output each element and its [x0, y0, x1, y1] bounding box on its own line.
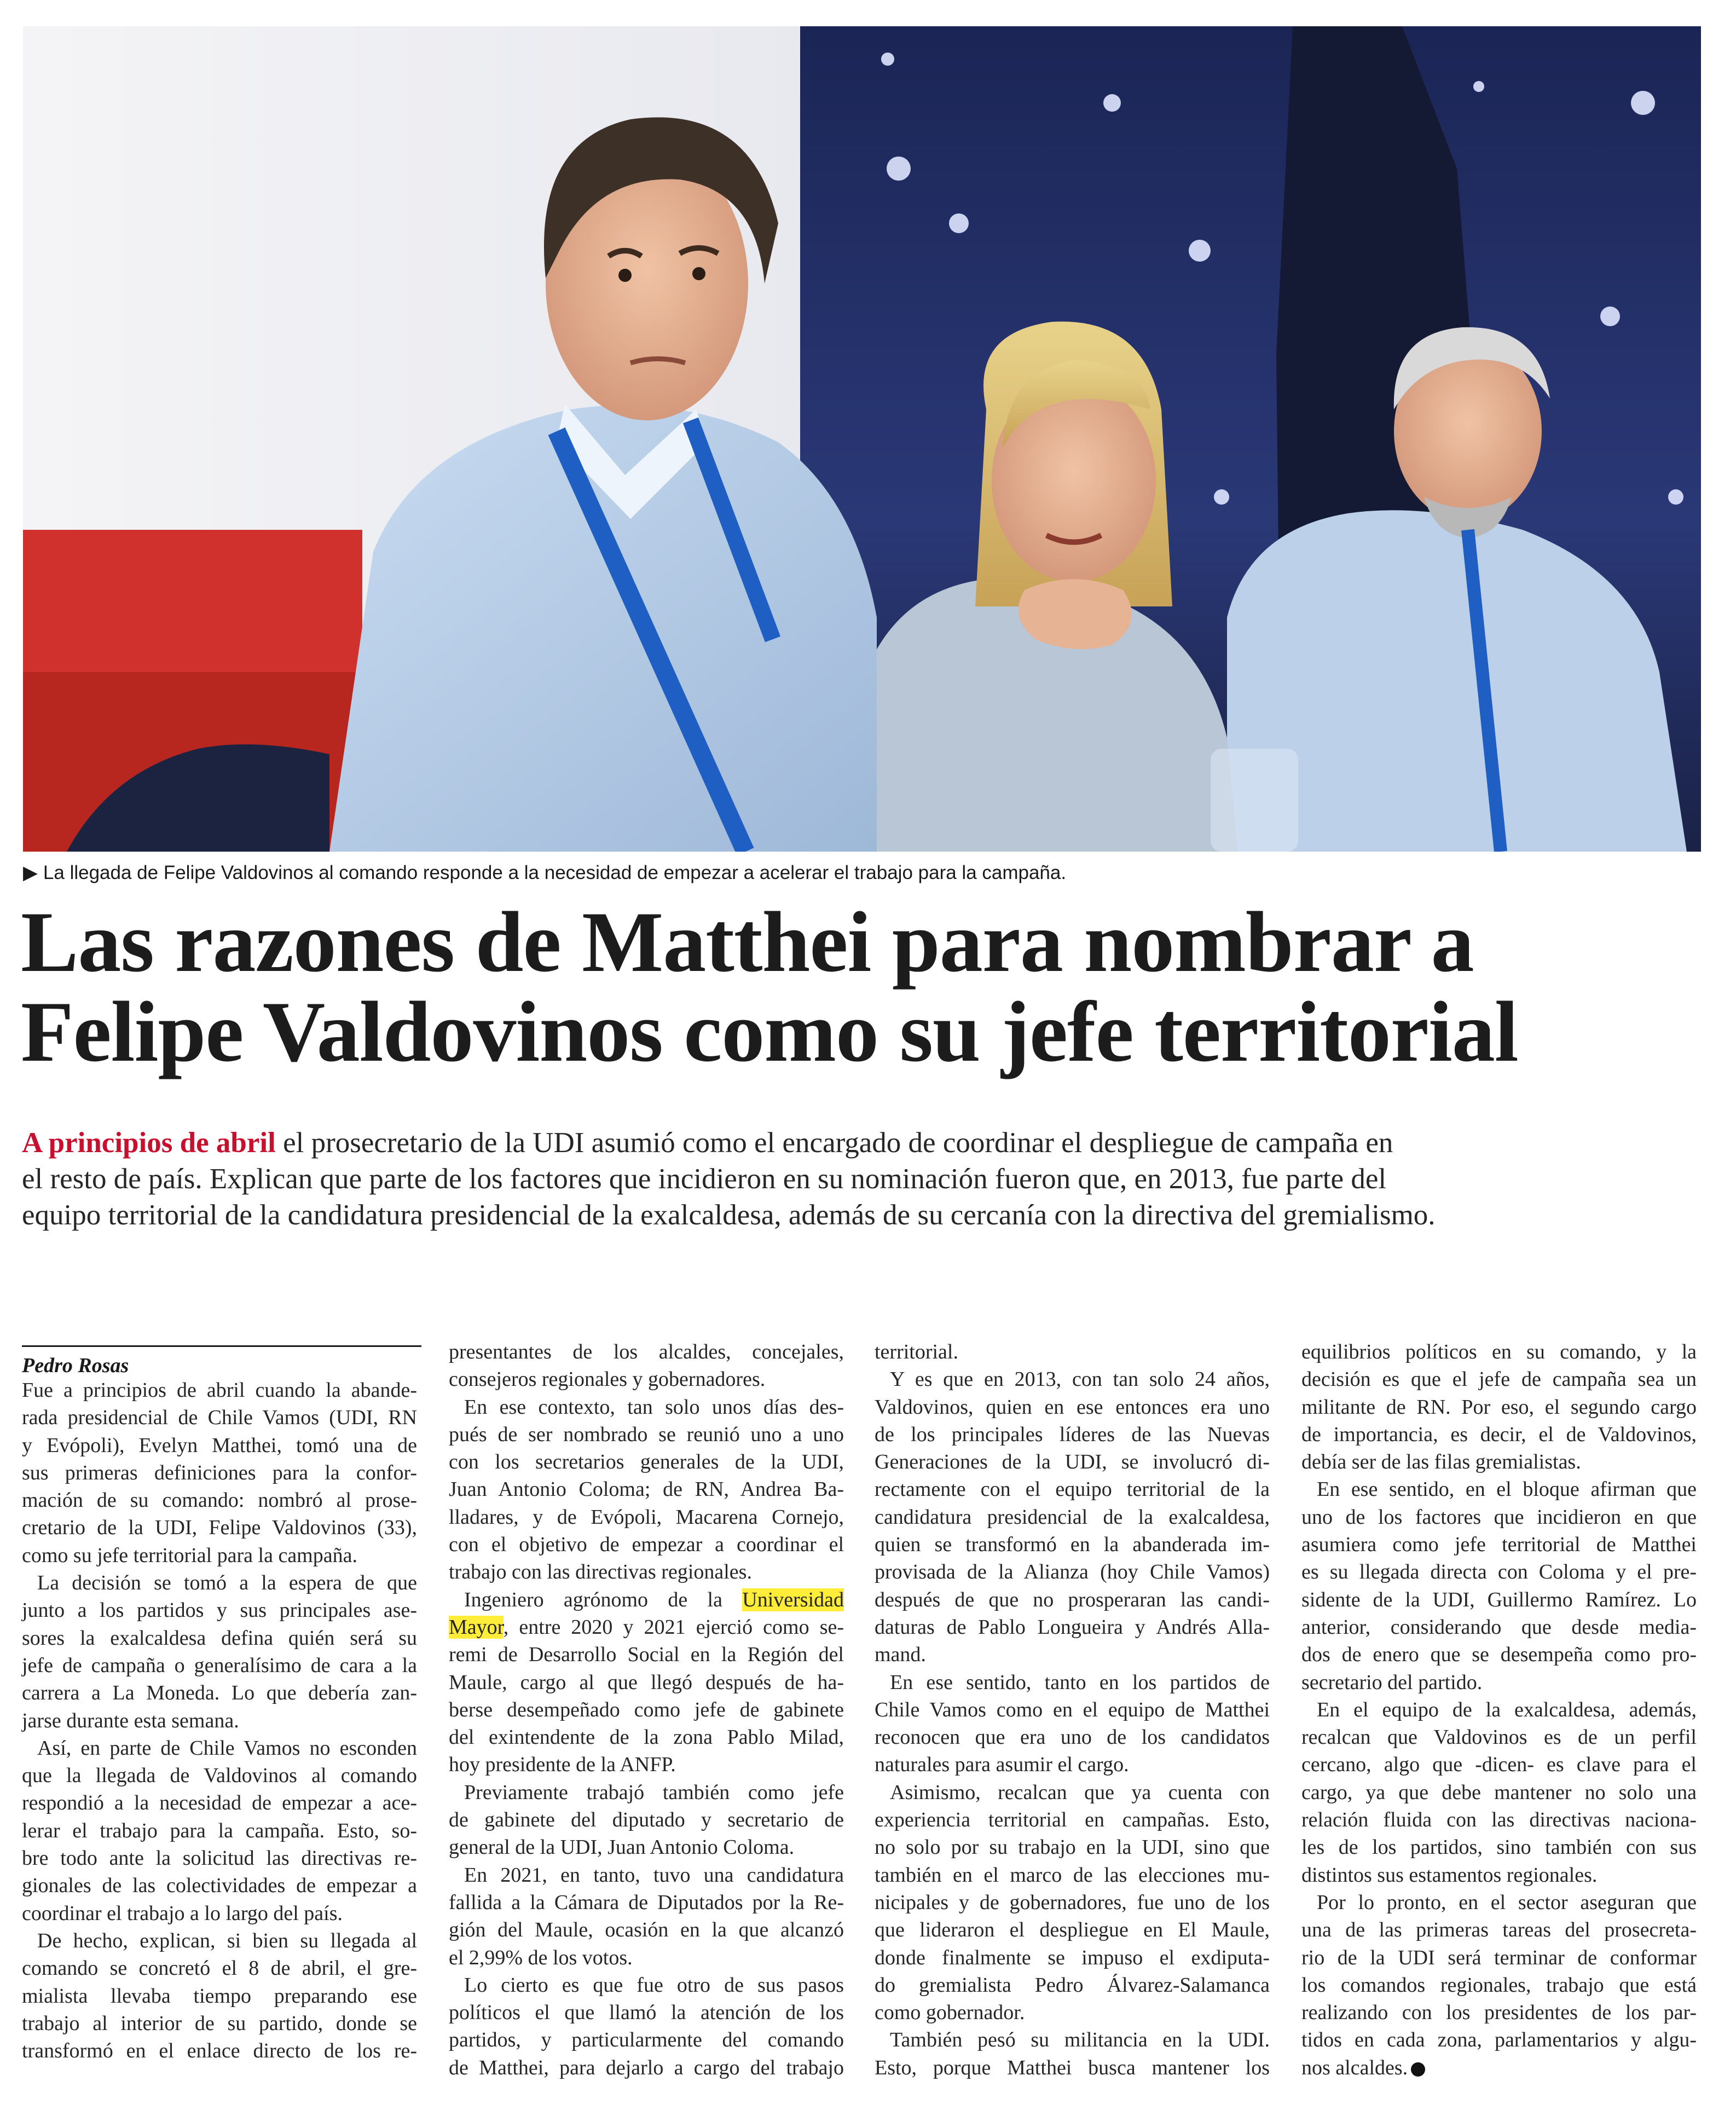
lead-line-1	[22, 1125, 1697, 1161]
col1-line: Fue a principios de abril cuando la abande-	[22, 1379, 417, 1402]
col3-line: después de que no prosperaran las candi-	[875, 1588, 1270, 1611]
col1-line: cretario de la UDI, Felipe Valdovinos (33),	[22, 1516, 417, 1540]
col4-line: los comandos regionales, trabajo que está	[1301, 1973, 1697, 1997]
col3-line: Asimismo, recalcan que ya cuenta con	[890, 1780, 1270, 1804]
col1-line: transformó en el enlace directo de los re-	[22, 2039, 417, 2063]
col3-line: reconocen que era uno de los candidatos	[875, 1726, 1270, 1749]
col2-line: general de la UDI, Juan Antonio Coloma.	[449, 1836, 795, 1859]
col2-line: con los secretarios generales de la UDI,	[449, 1450, 844, 1474]
col3-line: Generaciones de la UDI, se involucró di-	[875, 1450, 1270, 1474]
col3-line: no solo por su trabajo en la UDI, sino que	[875, 1836, 1270, 1859]
col3-line: que lideraron el despliegue en El Maule,	[875, 1918, 1270, 1942]
col1-line: rada presidencial de Chile Vamos (UDI, RN	[22, 1406, 417, 1430]
col1-line: y Evópoli), Evelyn Matthei, tomó una de	[22, 1433, 417, 1457]
col3-line: Y es que en 2013, con tan solo 24 años,	[890, 1368, 1270, 1391]
headline-line-1: Las razones de Matthei para nombrar a	[21, 894, 1474, 990]
col3-line: naturales para asumir el cargo.	[875, 1753, 1129, 1777]
col2-line: Previamente trabajó también como jefe	[464, 1780, 844, 1804]
col2-line-text: , entre 2020 y 2021 ejerció como se-	[503, 1615, 844, 1639]
caption-arrow-icon: ▶	[23, 862, 38, 883]
col2-line: gión del Maule, ocasión en la que alcanzó	[449, 1918, 844, 1942]
headline	[21, 894, 1712, 1080]
col4-line: secretario del partido.	[1301, 1670, 1483, 1694]
col2-line: de Matthei, para dejarlo a cargo del trabajo	[449, 2056, 844, 2079]
col4-line: sidente de la UDI, Guillermo Ramírez. Lo	[1301, 1588, 1697, 1611]
col4-line: uno de los factores que incidieron en que	[1301, 1505, 1697, 1529]
col3-line: quien se transformó en la abanderada im-	[875, 1533, 1270, 1557]
col4-line: una de las primeras tareas del prosecreta-	[1301, 1918, 1697, 1942]
col1-line: respondió a la necesidad de empezar a ace-	[22, 1791, 417, 1815]
col4-line: Por lo pronto, en el sector aseguran que	[1317, 1890, 1697, 1914]
end-of-article-icon	[1411, 2062, 1425, 2077]
col2-line: En 2021, en tanto, tuvo una candidatura	[464, 1863, 844, 1887]
col3-line: Valdovinos, quien en ese entonces era uno	[875, 1395, 1270, 1419]
col4-line: equilibrios políticos en su comando, y la	[1301, 1340, 1697, 1363]
col4-line: cercano, algo que -dicen- es clave para el	[1301, 1753, 1697, 1777]
col1-line: junto a los partidos y sus principales ase-	[22, 1599, 417, 1622]
col4-line: En el equipo de la exalcaldesa, además,	[1317, 1698, 1697, 1721]
col2-line	[449, 1586, 844, 1614]
col4-line: asumiera como jefe territorial de Matthei	[1301, 1533, 1697, 1557]
col4-line: relación fluida con las directivas naciona-	[1301, 1808, 1697, 1832]
col3-line: de los principales líderes de las Nuevas	[875, 1422, 1270, 1446]
col3-line: También pesó su militancia en la UDI.	[890, 2028, 1270, 2052]
col3-line: mand.	[875, 1643, 926, 1667]
col4-line: realizando con los presidentes de los par-	[1301, 2001, 1697, 2025]
col4-line: de importancia, es decir, el de Valdovinos,	[1301, 1422, 1697, 1446]
col1-line: mialista llevaba tiempo preparando ese	[22, 1984, 417, 2008]
col4-line: debía ser de las filas gremialistas.	[1301, 1450, 1581, 1474]
col1-line: De hecho, explican, si bien su llegada al	[37, 1929, 417, 1952]
lead-kicker: A principios de abril	[22, 1127, 276, 1159]
headline-line-2: Felipe Valdovinos como su jefe territorial	[21, 984, 1518, 1080]
col2-line: presentantes de los alcaldes, concejales,	[449, 1340, 844, 1363]
col2-line: partidos, y particularmente del comando	[449, 2028, 844, 2052]
col3-line: Esto, porque Matthei busca mantener los	[875, 2056, 1270, 2079]
col4-line: En ese sentido, en el bloque afirman que	[1317, 1478, 1697, 1501]
caption-text: La llegada de Felipe Valdovinos al comando responde a la necesidad de empezar a acelerar el trabajo para la campaña.	[43, 862, 1067, 883]
col2-line: consejeros regionales y gobernadores.	[449, 1368, 766, 1391]
col2-line: remi de Desarrollo Social en la Región del	[449, 1643, 844, 1667]
col2-line: de gabinete del diputado y secretario de	[449, 1808, 844, 1832]
col1-line: bre todo ante la solicitud las directivas re-	[22, 1847, 417, 1870]
col2-line: fallida a la Cámara de Diputados por la Re-	[449, 1890, 844, 1914]
highlighted-university: Universidad	[742, 1588, 844, 1611]
col4-line: anterior, considerando que desde media-	[1301, 1615, 1697, 1639]
col1-line: que la llegada de Valdovinos al comando	[22, 1764, 417, 1788]
col3-line: Chile Vamos como en el equipo de Matthei	[875, 1698, 1270, 1721]
col4-line: es su llegada directa con Coloma y el pre-	[1301, 1560, 1697, 1584]
col2-line: lladares, y de Evópoli, Macarena Cornejo,	[449, 1505, 844, 1529]
col2-line: berse desempeñado como jefe de gabinete	[449, 1698, 844, 1721]
col1-line: como su jefe territorial para la campaña.	[22, 1543, 357, 1567]
col1-line: Así, en parte de Chile Vamos no esconden	[37, 1736, 417, 1760]
col3-line: daturas de Pablo Longueira y Andrés Alla-	[875, 1615, 1270, 1639]
col1-line: sus primeras definiciones para la confor-	[22, 1461, 417, 1484]
col4-line: decisión es que el jefe de campaña sea un	[1301, 1368, 1697, 1391]
byline: Pedro Rosas	[22, 1345, 421, 1378]
col2-line	[449, 1614, 844, 1641]
col3-line: como gobernador.	[875, 2001, 1025, 2025]
col1-line: trabajo al interior de su partido, donde se	[22, 2011, 417, 2035]
col1-line: sores la exalcaldesa defina quién será su	[22, 1626, 417, 1650]
col1-line: jefe de campaña o generalísimo de cara a la	[22, 1653, 417, 1677]
col2-line: políticos el que llamó la atención de los	[449, 2001, 844, 2025]
col1-line: jarse durante esta semana.	[22, 1709, 239, 1732]
col1-line: mación de su comando: nombró al prose-	[22, 1489, 417, 1512]
col3-line: do gremialista Pedro Álvarez-Salamanca	[875, 1973, 1270, 1997]
col2-line: Lo cierto es que fue otro de sus pasos	[464, 1973, 844, 1997]
col2-line: En ese contexto, tan solo unos días des-	[464, 1395, 844, 1419]
col2-line: del exintendente de la zona Pablo Milad,	[449, 1726, 844, 1749]
col1-line: lerar el trabajo para la campaña. Esto, so-	[22, 1819, 417, 1842]
col4-line: recalcan que Valdovinos es de un perfil	[1301, 1726, 1697, 1749]
col3-line: también en el marco de las elecciones mu-	[875, 1863, 1270, 1887]
lead-line-2: el resto de país. Explican que parte de los factores que incidieron en su nominación fueron que, en 2013, fue parte del	[22, 1163, 1387, 1195]
col3-line: En ese sentido, tanto en los partidos de	[890, 1670, 1270, 1694]
col1-line: carrera a La Moneda. Lo que debería zan-	[22, 1681, 417, 1705]
col3-line: provisada de la Alianza (hoy Chile Vamos)	[875, 1560, 1270, 1584]
col4-line: militante de RN. Por eso, el segundo cargo	[1301, 1395, 1697, 1419]
col4-line: rio de la UDI será terminar de conformar	[1301, 1946, 1697, 1969]
col1-line: coordinar el trabajo a lo largo del país.	[22, 1901, 343, 1925]
col1-line: gionales de las colectividades de empezar a	[22, 1874, 417, 1898]
col4-line	[1301, 2054, 1697, 2081]
col4-line: distintos sus estamentos regionales.	[1301, 1863, 1598, 1887]
col3-line: experiencia territorial en campañas. Esto,	[875, 1808, 1270, 1832]
col3-line: territorial.	[875, 1340, 958, 1363]
col4-line: tidos en cada zona, parlamentarios y algu-	[1301, 2028, 1697, 2052]
column-4	[1301, 1338, 1697, 2081]
col4-line-text: nos alcaldes.	[1301, 2056, 1408, 2079]
photo-caption	[23, 862, 1701, 884]
column-1	[22, 1377, 417, 2065]
col2-line: hoy presidente de la ANFP.	[449, 1753, 676, 1777]
col3-line: nicipales y de gobernadores, fue uno de los	[875, 1890, 1270, 1914]
col4-line: les de los partidos, sino también con sus	[1301, 1836, 1697, 1859]
col2-line: Juan Antonio Coloma; de RN, Andrea Ba-	[449, 1478, 844, 1501]
col4-line: cargo, ya que debe mantener no solo una	[1301, 1780, 1697, 1804]
article-photo	[23, 26, 1701, 852]
highlighted-mayor: Mayor	[449, 1615, 504, 1639]
col3-line: candidatura presidencial de la exalcaldesa,	[875, 1505, 1270, 1529]
col1-line: comando se concretó el 8 de abril, el gre-	[22, 1957, 417, 1980]
col2-line-text: Ingeniero agrónomo de la	[464, 1588, 722, 1611]
col1-line: La decisión se tomó a la espera de que	[37, 1571, 417, 1595]
col2-line: Maule, cargo al que llegó después de ha-	[449, 1670, 844, 1694]
col2-line: trabajo con las directivas regionales.	[449, 1560, 752, 1584]
col3-line: rectamente con el equipo territorial de la	[875, 1478, 1270, 1501]
lead-paragraph	[22, 1125, 1697, 1233]
column-2	[449, 1338, 844, 2081]
col2-line: con el objetivo de empezar a coordinar el	[449, 1533, 844, 1557]
column-3	[875, 1338, 1270, 2081]
lead-line-3: equipo territorial de la candidatura presidencial de la exalcaldesa, además de su cercanía con la directiva del gremialismo.	[22, 1199, 1436, 1231]
col2-line: el 2,99% de los votos.	[449, 1946, 633, 1969]
lead-line-1-text: el prosecretario de la UDI asumió como el encargado de coordinar el despliegue de campaña en	[275, 1127, 1393, 1159]
col3-line: donde finalmente se impuso el exdiputa-	[875, 1946, 1270, 1969]
col2-line: pués de ser nombrado se reunió uno a uno	[449, 1422, 844, 1446]
col4-line: dos de enero que se desempeña como pro-	[1301, 1643, 1697, 1667]
